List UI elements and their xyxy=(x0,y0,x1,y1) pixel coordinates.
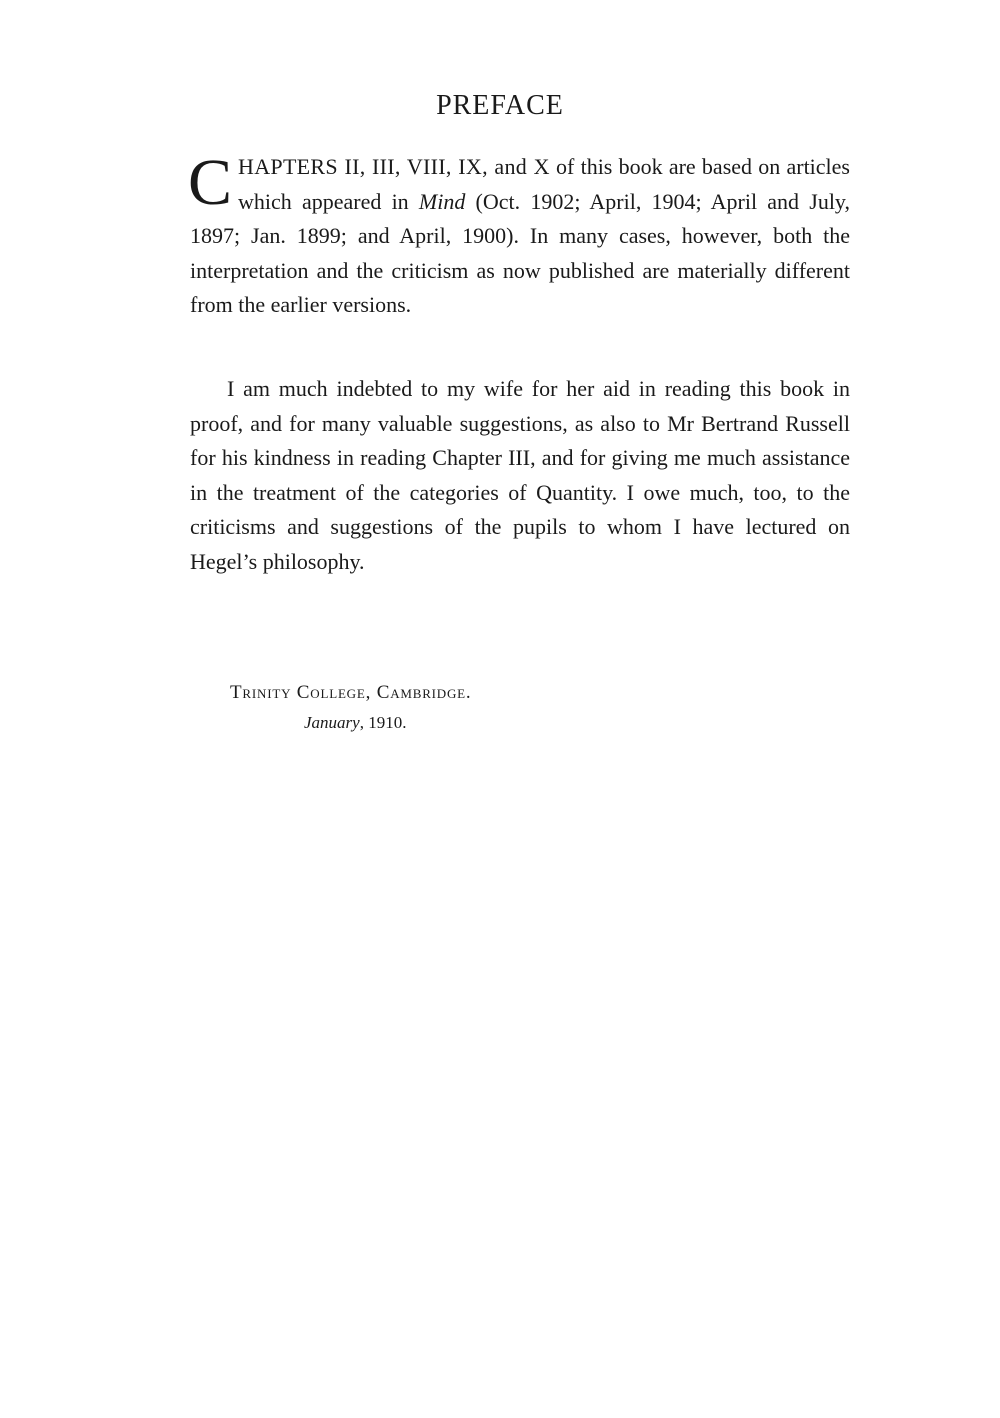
paragraph-1-lead: HAPTERS II, III, VIII, IX, and X xyxy=(238,154,550,179)
signature-college: Trinity College, Cambridge. xyxy=(230,682,472,703)
page-title: PREFACE xyxy=(436,90,564,121)
paragraph-1-text-b: (Oct. 1902; April, 1904; April and July, 1897; Jan. 1899; and April, 1900). In many cases, however, both the interpretation and the criticism as now published are materially different from the earlier versions. xyxy=(190,188,850,318)
drop-cap: C xyxy=(188,146,233,219)
signature-block xyxy=(230,678,471,738)
preface-paragraph-1 xyxy=(188,146,850,323)
preface-paragraph-2: I am much indebted to my wife for her aid in reading this book in proof, and for many valuable suggestions, as also to Mr Bertrand Russell for his kindness in reading Chapter III, and for giving me much assistance in the treatment of the categories of Quantity. I owe much, too, to the criticisms and suggestions of the pupils to whom I have lectured on Hegel’s philosophy. xyxy=(190,376,850,574)
journal-title: Mind xyxy=(418,188,466,214)
paragraph-1-text-a: of this book are based on articles which appeared in xyxy=(238,154,850,214)
signature-month: January xyxy=(304,713,360,732)
signature-date xyxy=(230,708,471,738)
signature-year: , 1910. xyxy=(359,713,407,732)
